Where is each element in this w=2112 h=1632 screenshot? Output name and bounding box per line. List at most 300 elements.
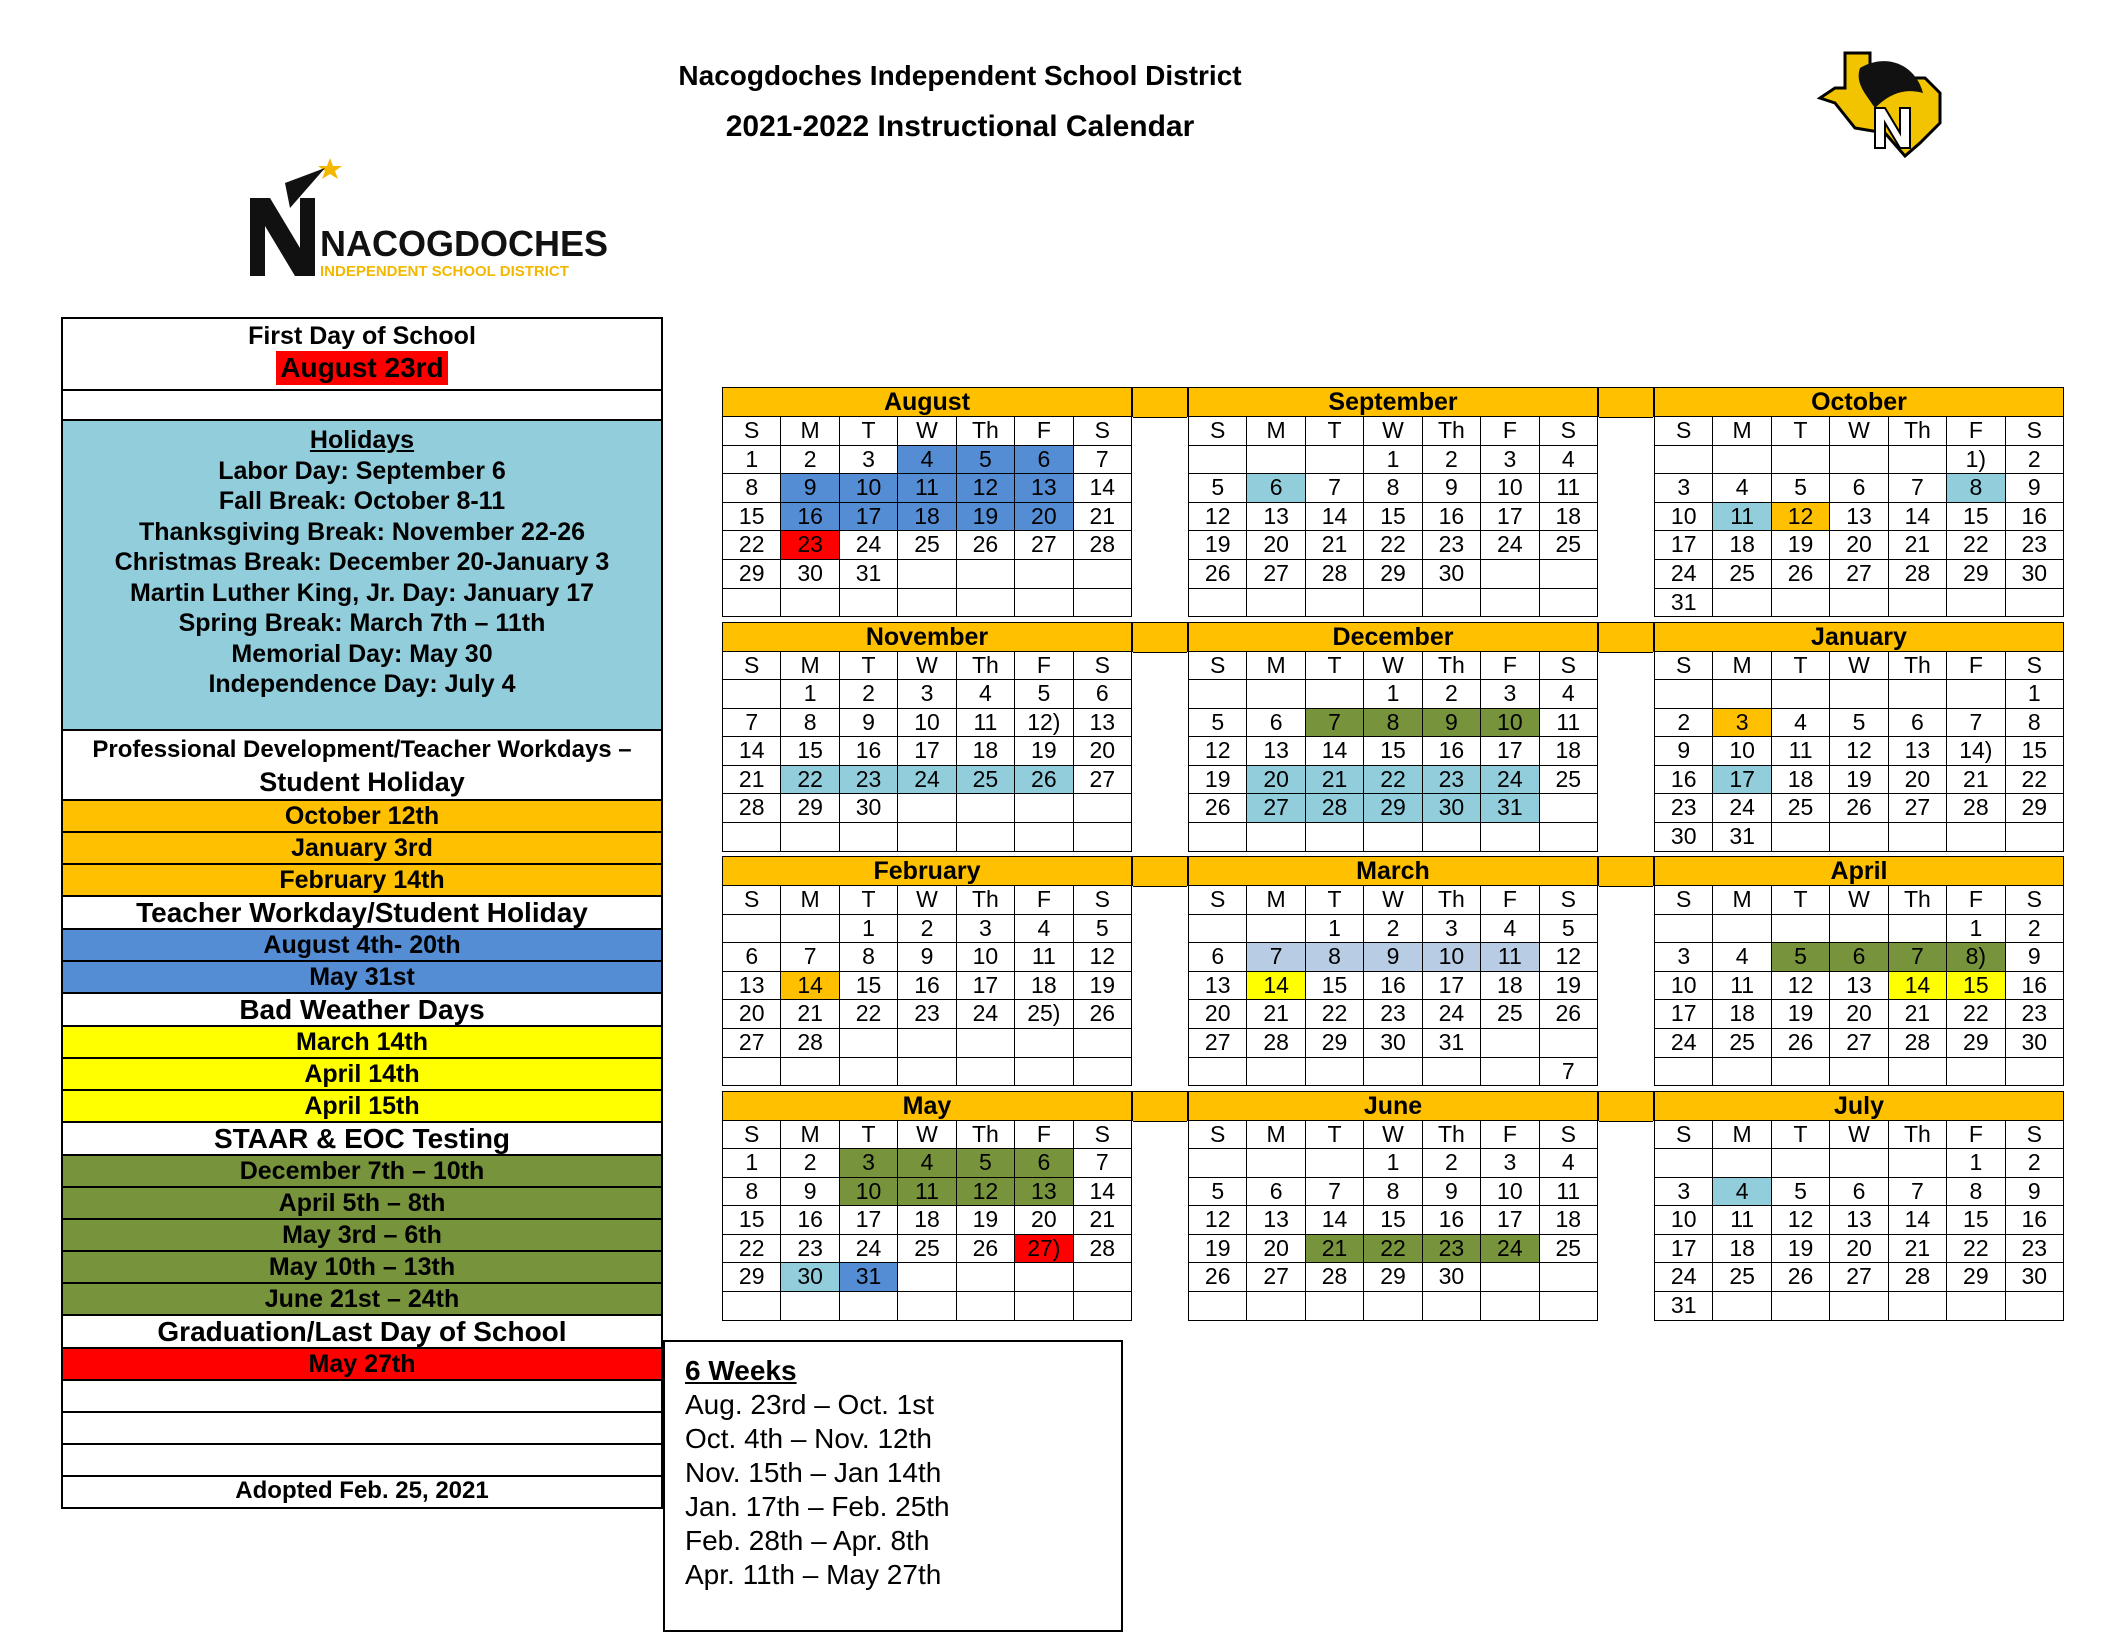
day-cell: 13 bbox=[1189, 972, 1247, 1001]
day-cell: 24 bbox=[840, 531, 898, 560]
logo-subtext: INDEPENDENT SCHOOL DISTRICT bbox=[320, 263, 569, 280]
day-cell: 11 bbox=[1713, 972, 1771, 1001]
day-cell bbox=[1772, 915, 1830, 944]
day-cell bbox=[1889, 680, 1947, 709]
gap-header bbox=[1599, 623, 1653, 653]
day-cell: 7 bbox=[1247, 943, 1305, 972]
month-november bbox=[722, 622, 1132, 852]
weekday-header: F bbox=[1947, 886, 2005, 915]
day-cell bbox=[1247, 1149, 1305, 1178]
month-october bbox=[1654, 387, 2064, 617]
day-cell: 15 bbox=[1947, 503, 2005, 532]
day-cell: 17 bbox=[1481, 737, 1539, 766]
day-cell: 25) bbox=[1015, 1000, 1073, 1029]
day-cell bbox=[1306, 1292, 1364, 1321]
day-cell: 6 bbox=[723, 943, 781, 972]
day-cell bbox=[1015, 1292, 1073, 1321]
day-cell: 17 bbox=[957, 972, 1015, 1001]
calendar-gap-column bbox=[1132, 622, 1188, 652]
day-cell: 13 bbox=[1247, 503, 1305, 532]
day-cell bbox=[1189, 589, 1247, 618]
day-cell: 30 bbox=[840, 794, 898, 823]
month-january bbox=[1654, 622, 2064, 852]
day-cell bbox=[1772, 1149, 1830, 1178]
day-cell: 21 bbox=[1074, 503, 1132, 532]
weekday-header: S bbox=[723, 417, 781, 446]
day-cell: 5 bbox=[1189, 474, 1247, 503]
calendar-gap-column bbox=[1132, 1091, 1188, 1121]
day-cell: 23 bbox=[1655, 794, 1713, 823]
weekday-header: W bbox=[1830, 652, 1888, 681]
holiday-item: Thanksgiving Break: November 22-26 bbox=[139, 517, 585, 546]
day-cell: 9 bbox=[1423, 474, 1481, 503]
day-cell: 12 bbox=[1772, 503, 1830, 532]
day-cell bbox=[1074, 823, 1132, 852]
day-cell: 24 bbox=[1655, 560, 1713, 589]
day-cell: 23 bbox=[2006, 1235, 2064, 1264]
day-cell: 19 bbox=[1772, 1000, 1830, 1029]
day-cell bbox=[1540, 589, 1598, 618]
day-cell bbox=[898, 794, 956, 823]
weekday-header: Th bbox=[1423, 1121, 1481, 1150]
day-cell: 26 bbox=[1189, 794, 1247, 823]
day-cell: 21 bbox=[723, 766, 781, 795]
day-cell: 11 bbox=[1772, 737, 1830, 766]
bad-weather-date: April 14th bbox=[63, 1059, 661, 1091]
day-cell: 16 bbox=[1423, 737, 1481, 766]
day-cell: 29 bbox=[1947, 560, 2005, 589]
weekday-header: S bbox=[2006, 1121, 2064, 1150]
day-cell: 28 bbox=[1889, 1029, 1947, 1058]
day-cell: 14 bbox=[781, 972, 839, 1001]
day-cell: 10 bbox=[1481, 709, 1539, 738]
day-cell: 27 bbox=[1015, 531, 1073, 560]
day-cell: 13 bbox=[1830, 1206, 1888, 1235]
weekday-header: M bbox=[1713, 886, 1771, 915]
day-cell: 15 bbox=[723, 503, 781, 532]
day-cell bbox=[1247, 915, 1305, 944]
day-cell: 8) bbox=[1947, 943, 2005, 972]
weekday-header: M bbox=[1713, 417, 1771, 446]
month-december bbox=[1188, 622, 1598, 852]
first-day-section bbox=[63, 319, 661, 391]
weekday-header: T bbox=[1772, 652, 1830, 681]
day-cell: 5 bbox=[1540, 915, 1598, 944]
day-cell: 2 bbox=[2006, 446, 2064, 475]
gap-header bbox=[1599, 388, 1653, 418]
day-cell: 9 bbox=[1423, 1178, 1481, 1207]
day-cell: 3 bbox=[1713, 709, 1771, 738]
day-cell: 25 bbox=[898, 531, 956, 560]
day-cell bbox=[1655, 1058, 1713, 1087]
day-cell: 23 bbox=[781, 1235, 839, 1264]
day-cell: 6 bbox=[1830, 943, 1888, 972]
day-cell: 27 bbox=[1830, 1029, 1888, 1058]
day-cell bbox=[1306, 589, 1364, 618]
day-cell: 4 bbox=[1713, 1178, 1771, 1207]
day-cell: 14 bbox=[1074, 1178, 1132, 1207]
weekday-header: M bbox=[781, 417, 839, 446]
day-cell bbox=[1947, 589, 2005, 618]
day-cell: 31 bbox=[1423, 1029, 1481, 1058]
day-cell: 3 bbox=[840, 1149, 898, 1178]
day-cell: 15 bbox=[723, 1206, 781, 1235]
day-cell: 18 bbox=[1713, 1000, 1771, 1029]
day-cell: 21 bbox=[1306, 1235, 1364, 1264]
day-cell: 6 bbox=[1247, 474, 1305, 503]
day-cell bbox=[1772, 823, 1830, 852]
day-cell bbox=[1713, 680, 1771, 709]
month-name: November bbox=[722, 622, 1132, 652]
day-cell: 25 bbox=[1481, 1000, 1539, 1029]
day-cell: 30 bbox=[781, 1263, 839, 1292]
weekday-header: M bbox=[1247, 652, 1305, 681]
day-cell: 26 bbox=[957, 531, 1015, 560]
day-cell: 30 bbox=[2006, 1263, 2064, 1292]
day-cell: 21 bbox=[1074, 1206, 1132, 1235]
day-cell: 4 bbox=[957, 680, 1015, 709]
day-cell: 26 bbox=[1189, 1263, 1247, 1292]
day-cell bbox=[840, 1058, 898, 1087]
month-name: May bbox=[722, 1091, 1132, 1121]
day-cell bbox=[1772, 446, 1830, 475]
weekday-header: S bbox=[1074, 417, 1132, 446]
day-cell: 31 bbox=[840, 1263, 898, 1292]
day-cell bbox=[1655, 1149, 1713, 1178]
weekday-header: W bbox=[1830, 886, 1888, 915]
day-cell: 15 bbox=[1947, 1206, 2005, 1235]
month-july bbox=[1654, 1091, 2064, 1321]
month-name: August bbox=[722, 387, 1132, 417]
day-cell: 15 bbox=[1364, 1206, 1422, 1235]
day-cell: 1 bbox=[723, 1149, 781, 1178]
day-cell: 29 bbox=[723, 1263, 781, 1292]
day-cell: 15 bbox=[1306, 972, 1364, 1001]
day-cell bbox=[898, 560, 956, 589]
adopted-date: Adopted Feb. 25, 2021 bbox=[235, 1477, 489, 1504]
day-cell bbox=[1540, 1263, 1598, 1292]
day-cell: 19 bbox=[957, 1206, 1015, 1235]
month-name: February bbox=[722, 856, 1132, 886]
weekday-header: F bbox=[1481, 1121, 1539, 1150]
day-cell: 16 bbox=[1364, 972, 1422, 1001]
weekday-header: W bbox=[1364, 652, 1422, 681]
day-cell bbox=[2006, 823, 2064, 852]
day-cell: 24 bbox=[1713, 794, 1771, 823]
day-cell bbox=[1889, 915, 1947, 944]
day-cell: 20 bbox=[1074, 737, 1132, 766]
day-cell: 22 bbox=[1947, 1000, 2005, 1029]
day-cell: 1 bbox=[1947, 1149, 2005, 1178]
day-cell: 17 bbox=[1481, 503, 1539, 532]
day-cell: 25 bbox=[957, 766, 1015, 795]
day-cell: 14) bbox=[1947, 737, 2005, 766]
day-cell bbox=[1364, 589, 1422, 618]
day-cell: 28 bbox=[1889, 1263, 1947, 1292]
weekday-header: S bbox=[723, 886, 781, 915]
day-cell: 29 bbox=[1364, 794, 1422, 823]
day-cell bbox=[1364, 1058, 1422, 1087]
day-cell: 8 bbox=[1364, 709, 1422, 738]
day-cell bbox=[840, 1292, 898, 1321]
logo-name-text: NACOGDOCHES bbox=[320, 223, 609, 264]
legend-blank-row bbox=[63, 1413, 661, 1445]
day-cell: 20 bbox=[1830, 1235, 1888, 1264]
pd-heading-line1: Professional Development/Teacher Workdays – bbox=[92, 736, 632, 763]
holidays-section bbox=[63, 421, 661, 731]
day-cell bbox=[1015, 1263, 1073, 1292]
day-cell: 8 bbox=[1364, 1178, 1422, 1207]
day-cell bbox=[898, 1263, 956, 1292]
day-cell bbox=[1713, 589, 1771, 618]
day-cell: 3 bbox=[1655, 474, 1713, 503]
calendar-title: 2021-2022 Instructional Calendar bbox=[725, 110, 1195, 143]
month-name: March bbox=[1188, 856, 1598, 886]
day-cell: 7 bbox=[781, 943, 839, 972]
day-cell bbox=[1889, 1292, 1947, 1321]
day-cell: 28 bbox=[1074, 1235, 1132, 1264]
day-cell: 16 bbox=[2006, 972, 2064, 1001]
day-cell bbox=[898, 1029, 956, 1058]
day-cell: 17 bbox=[1481, 1206, 1539, 1235]
month-days-grid bbox=[1188, 1121, 1598, 1321]
day-cell bbox=[723, 915, 781, 944]
day-cell: 7 bbox=[1947, 709, 2005, 738]
pd-heading-line2: Student Holiday bbox=[259, 767, 465, 797]
day-cell: 8 bbox=[1364, 474, 1422, 503]
day-cell bbox=[1306, 1058, 1364, 1087]
day-cell: 17 bbox=[1655, 1235, 1713, 1264]
day-cell bbox=[723, 1058, 781, 1087]
day-cell: 27 bbox=[723, 1029, 781, 1058]
day-cell bbox=[1247, 446, 1305, 475]
day-cell bbox=[1947, 1292, 2005, 1321]
day-cell: 16 bbox=[2006, 503, 2064, 532]
day-cell: 11 bbox=[898, 474, 956, 503]
weekday-header: T bbox=[1772, 1121, 1830, 1150]
day-cell: 9 bbox=[1655, 737, 1713, 766]
weekday-header: Th bbox=[957, 652, 1015, 681]
day-cell: 11 bbox=[1713, 503, 1771, 532]
day-cell: 23 bbox=[1423, 531, 1481, 560]
holiday-item: Christmas Break: December 20-January 3 bbox=[114, 548, 610, 576]
calendar-gap-column bbox=[1598, 856, 1654, 886]
calendar-gap-column bbox=[1132, 856, 1188, 886]
month-days-grid bbox=[1188, 652, 1598, 852]
weekday-header: Th bbox=[1889, 886, 1947, 915]
day-cell: 8 bbox=[840, 943, 898, 972]
gap-header bbox=[1133, 857, 1187, 887]
day-cell: 16 bbox=[1423, 503, 1481, 532]
day-cell: 20 bbox=[1247, 766, 1305, 795]
day-cell bbox=[1772, 1058, 1830, 1087]
weekday-header: S bbox=[1655, 417, 1713, 446]
day-cell bbox=[1947, 1058, 2005, 1087]
day-cell: 18 bbox=[1015, 972, 1073, 1001]
day-cell bbox=[1074, 560, 1132, 589]
day-cell: 4 bbox=[1713, 474, 1771, 503]
day-cell: 29 bbox=[1364, 560, 1422, 589]
day-cell bbox=[1713, 1058, 1771, 1087]
pd-heading bbox=[63, 731, 661, 801]
day-cell bbox=[723, 1292, 781, 1321]
day-cell: 11 bbox=[1015, 943, 1073, 972]
day-cell: 26 bbox=[957, 1235, 1015, 1264]
weekday-header: W bbox=[1830, 417, 1888, 446]
day-cell: 11 bbox=[1540, 474, 1598, 503]
day-cell: 24 bbox=[1481, 766, 1539, 795]
day-cell bbox=[1713, 915, 1771, 944]
day-cell: 17 bbox=[1655, 1000, 1713, 1029]
weekday-header: T bbox=[840, 1121, 898, 1150]
day-cell: 22 bbox=[1947, 531, 2005, 560]
month-days-grid bbox=[722, 417, 1132, 617]
day-cell: 26 bbox=[1540, 1000, 1598, 1029]
weekday-header: M bbox=[1713, 652, 1771, 681]
day-cell: 10 bbox=[840, 474, 898, 503]
day-cell: 9 bbox=[1364, 943, 1422, 972]
day-cell: 25 bbox=[1540, 531, 1598, 560]
day-cell: 8 bbox=[781, 709, 839, 738]
day-cell: 14 bbox=[1889, 1206, 1947, 1235]
day-cell: 14 bbox=[723, 737, 781, 766]
day-cell: 24 bbox=[1655, 1029, 1713, 1058]
day-cell bbox=[1713, 446, 1771, 475]
day-cell: 22 bbox=[1947, 1235, 2005, 1264]
day-cell bbox=[723, 823, 781, 852]
day-cell: 14 bbox=[1306, 503, 1364, 532]
day-cell: 11 bbox=[1540, 1178, 1598, 1207]
day-cell: 10 bbox=[957, 943, 1015, 972]
weekday-header: S bbox=[1189, 1121, 1247, 1150]
weekday-header: S bbox=[2006, 417, 2064, 446]
day-cell bbox=[1189, 823, 1247, 852]
weekday-header: T bbox=[1306, 652, 1364, 681]
day-cell: 12 bbox=[957, 474, 1015, 503]
holidays-list bbox=[63, 456, 661, 700]
day-cell: 22 bbox=[1364, 531, 1422, 560]
day-cell bbox=[1189, 680, 1247, 709]
day-cell: 18 bbox=[1713, 531, 1771, 560]
day-cell: 7 bbox=[1074, 1149, 1132, 1178]
month-name: September bbox=[1188, 387, 1598, 417]
day-cell bbox=[957, 823, 1015, 852]
day-cell bbox=[1889, 823, 1947, 852]
day-cell: 24 bbox=[840, 1235, 898, 1264]
weekday-header: S bbox=[1540, 417, 1598, 446]
day-cell bbox=[2006, 589, 2064, 618]
day-cell bbox=[1540, 1292, 1598, 1321]
holiday-item: Spring Break: March 7th – 11th bbox=[178, 609, 546, 637]
day-cell bbox=[1423, 1292, 1481, 1321]
day-cell: 21 bbox=[1889, 1235, 1947, 1264]
day-cell: 7 bbox=[1540, 1058, 1598, 1087]
day-cell bbox=[840, 823, 898, 852]
staar-date: May 10th – 13th bbox=[63, 1252, 661, 1284]
day-cell: 13 bbox=[1074, 709, 1132, 738]
day-cell: 27 bbox=[1247, 1263, 1305, 1292]
day-cell: 30 bbox=[2006, 560, 2064, 589]
day-cell bbox=[1306, 823, 1364, 852]
day-cell bbox=[1015, 823, 1073, 852]
weekday-header: S bbox=[1655, 652, 1713, 681]
teacher-workday-date: May 31st bbox=[63, 962, 661, 994]
day-cell bbox=[1655, 446, 1713, 475]
day-cell: 11 bbox=[1713, 1206, 1771, 1235]
day-cell: 21 bbox=[781, 1000, 839, 1029]
first-day-date: August 23rd bbox=[276, 351, 447, 385]
day-cell bbox=[1364, 1292, 1422, 1321]
day-cell: 2 bbox=[2006, 915, 2064, 944]
day-cell: 21 bbox=[1889, 1000, 1947, 1029]
weekday-header: F bbox=[1015, 652, 1073, 681]
day-cell bbox=[1481, 589, 1539, 618]
day-cell bbox=[1772, 680, 1830, 709]
day-cell: 28 bbox=[1247, 1029, 1305, 1058]
day-cell: 31 bbox=[1481, 794, 1539, 823]
day-cell bbox=[957, 589, 1015, 618]
day-cell: 30 bbox=[781, 560, 839, 589]
day-cell: 2 bbox=[1655, 709, 1713, 738]
day-cell: 17 bbox=[840, 1206, 898, 1235]
first-day-label: First Day of School bbox=[248, 322, 476, 350]
day-cell: 6 bbox=[1015, 1149, 1073, 1178]
staar-date: June 21st – 24th bbox=[63, 1284, 661, 1316]
day-cell: 20 bbox=[1830, 1000, 1888, 1029]
day-cell: 25 bbox=[898, 1235, 956, 1264]
weekday-header: T bbox=[840, 417, 898, 446]
day-cell: 8 bbox=[1306, 943, 1364, 972]
day-cell bbox=[1481, 1263, 1539, 1292]
day-cell: 22 bbox=[1306, 1000, 1364, 1029]
day-cell bbox=[1247, 589, 1305, 618]
graduation-date: May 27th bbox=[63, 1349, 661, 1381]
month-name: July bbox=[1654, 1091, 2064, 1121]
holidays-heading: Holidays bbox=[309, 426, 415, 454]
day-cell: 3 bbox=[1655, 1178, 1713, 1207]
day-cell bbox=[1481, 1292, 1539, 1321]
day-cell: 18 bbox=[1540, 1206, 1598, 1235]
day-cell: 26 bbox=[1074, 1000, 1132, 1029]
day-cell bbox=[1947, 823, 2005, 852]
weekday-header: F bbox=[1947, 417, 2005, 446]
day-cell: 25 bbox=[1772, 794, 1830, 823]
day-cell bbox=[1074, 1029, 1132, 1058]
day-cell bbox=[781, 823, 839, 852]
day-cell bbox=[2006, 1058, 2064, 1087]
day-cell bbox=[1540, 794, 1598, 823]
day-cell: 4 bbox=[1481, 915, 1539, 944]
staar-date: May 3rd – 6th bbox=[63, 1220, 661, 1252]
day-cell: 8 bbox=[2006, 709, 2064, 738]
day-cell: 9 bbox=[781, 1178, 839, 1207]
legend-blank-row bbox=[63, 1381, 661, 1413]
day-cell bbox=[1830, 1292, 1888, 1321]
day-cell: 31 bbox=[1655, 1292, 1713, 1321]
month-march bbox=[1188, 856, 1598, 1086]
day-cell: 13 bbox=[1830, 503, 1888, 532]
six-weeks-period: Nov. 15th – Jan 14th bbox=[685, 1457, 942, 1488]
day-cell bbox=[1015, 560, 1073, 589]
day-cell: 7 bbox=[1889, 1178, 1947, 1207]
day-cell: 13 bbox=[1247, 737, 1305, 766]
month-days-grid bbox=[1654, 886, 2064, 1086]
day-cell: 10 bbox=[1655, 1206, 1713, 1235]
day-cell: 9 bbox=[2006, 943, 2064, 972]
day-cell: 14 bbox=[1306, 737, 1364, 766]
day-cell: 3 bbox=[1481, 680, 1539, 709]
day-cell: 12 bbox=[957, 1178, 1015, 1207]
